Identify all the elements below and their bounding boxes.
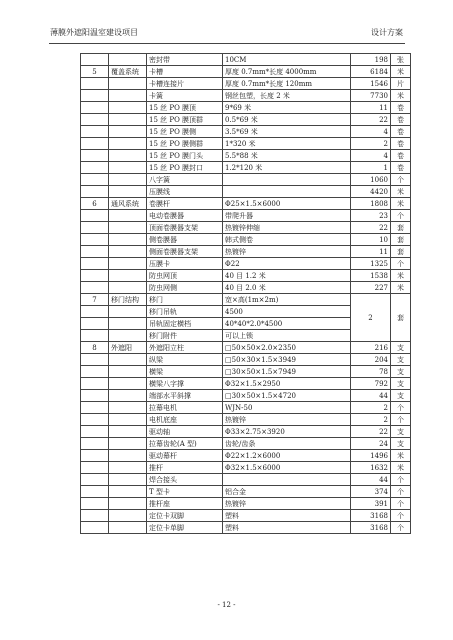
item-qty: 24 [351, 438, 391, 450]
item-qty: 23 [351, 210, 391, 222]
system-name [109, 174, 147, 186]
row-number [81, 366, 109, 378]
row-number [81, 102, 109, 114]
item-unit: 个 [391, 210, 411, 222]
item-qty: 1496 [351, 450, 391, 462]
item-spec: 40 目 2.0 米 [223, 282, 351, 294]
item-qty: 2 [351, 294, 391, 342]
item-unit: 套 [391, 234, 411, 246]
system-name [109, 126, 147, 138]
item-spec: 3.5*69 米 [223, 126, 351, 138]
item-name: 移门附件 [147, 330, 223, 342]
table-row [81, 66, 411, 78]
item-unit: 支 [391, 366, 411, 378]
system-name [109, 438, 147, 450]
table-row [81, 354, 411, 366]
system-name [109, 318, 147, 330]
row-number [81, 78, 109, 90]
table-row [81, 498, 411, 510]
item-spec: 铝合金 [223, 486, 351, 498]
system-name [109, 222, 147, 234]
item-qty: 3168 [351, 510, 391, 522]
row-number [81, 438, 109, 450]
system-name [109, 54, 147, 66]
item-name: 防虫网侧 [147, 282, 223, 294]
table-row [81, 102, 411, 114]
item-spec: 厚度 0.7mm*长度 4000mm [223, 66, 351, 78]
item-spec: 5.5*88 米 [223, 150, 351, 162]
item-spec: Φ33×2.75×3920 [223, 426, 351, 438]
item-qty: 22 [351, 426, 391, 438]
item-qty: 11 [351, 246, 391, 258]
table-row [81, 258, 411, 270]
item-qty: 1808 [351, 198, 391, 210]
item-name: 八字簧 [147, 174, 223, 186]
item-name: 拉幕齿轮(A 型) [147, 438, 223, 450]
item-unit: 支 [391, 390, 411, 402]
item-unit: 个 [391, 486, 411, 498]
item-name: 卷膜杆 [147, 198, 223, 210]
item-spec: □50×50×2.0×2350 [223, 342, 351, 354]
item-name: 外遮阳立柱 [147, 342, 223, 354]
table-row [81, 378, 411, 390]
item-spec: 塑料 [223, 510, 351, 522]
table-row [81, 486, 411, 498]
item-spec: 厚度 0.7mm*长度 120mm [223, 78, 351, 90]
item-name: 顶面卷膜器支架 [147, 222, 223, 234]
table-row [81, 426, 411, 438]
item-unit: 个 [391, 258, 411, 270]
table-row [81, 282, 411, 294]
item-unit: 米 [391, 462, 411, 474]
item-unit: 个 [391, 414, 411, 426]
item-qty: 227 [351, 282, 391, 294]
item-qty: 10 [351, 234, 391, 246]
item-spec: 10CM [223, 54, 351, 66]
system-name [109, 450, 147, 462]
item-name: 焊合接头 [147, 474, 223, 486]
table-row [81, 162, 411, 174]
item-spec: 齿轮/齿条 [223, 438, 351, 450]
row-number: 5 [81, 66, 109, 78]
table-row [81, 462, 411, 474]
item-name: 电机底座 [147, 414, 223, 426]
item-qty: 22 [351, 114, 391, 126]
table-row [81, 114, 411, 126]
item-name: 横梁 [147, 366, 223, 378]
row-number [81, 510, 109, 522]
item-qty: 1325 [351, 258, 391, 270]
table-row [81, 138, 411, 150]
item-unit: 卷 [391, 150, 411, 162]
item-name: T 型卡 [147, 486, 223, 498]
system-name [109, 402, 147, 414]
system-name [109, 78, 147, 90]
item-name: 驱动轴 [147, 426, 223, 438]
item-unit: 套 [391, 222, 411, 234]
row-number [81, 462, 109, 474]
system-name [109, 282, 147, 294]
item-name: 密封带 [147, 54, 223, 66]
table-row [81, 402, 411, 414]
item-spec: 40 目 1.2 米 [223, 270, 351, 282]
item-qty: 4 [351, 126, 391, 138]
item-spec: 热镀锌 [223, 498, 351, 510]
page-number: - 12 - [217, 601, 236, 609]
item-unit: 卷 [391, 138, 411, 150]
item-spec: Φ32×1.5×6000 [223, 462, 351, 474]
table-row [81, 246, 411, 258]
item-name: 侧卷膜器 [147, 234, 223, 246]
row-number [81, 498, 109, 510]
row-number: 8 [81, 342, 109, 354]
item-unit: 卷 [391, 102, 411, 114]
item-spec: 塑料 [223, 522, 351, 534]
item-qty: 7730 [351, 90, 391, 102]
row-number [81, 138, 109, 150]
item-name: 定位卡单脚 [147, 522, 223, 534]
item-unit: 米 [391, 90, 411, 102]
item-qty: 22 [351, 222, 391, 234]
system-name [109, 354, 147, 366]
item-spec: 0.5*69 米 [223, 114, 351, 126]
row-number [81, 378, 109, 390]
row-number [81, 162, 109, 174]
system-name [109, 414, 147, 426]
system-name [109, 378, 147, 390]
item-spec: 40*40*2.0*4500 [223, 318, 351, 330]
item-qty: 216 [351, 342, 391, 354]
row-number [81, 54, 109, 66]
row-number: 7 [81, 294, 109, 306]
item-qty: 1538 [351, 270, 391, 282]
row-number [81, 390, 109, 402]
item-qty: 2 [351, 138, 391, 150]
item-unit: 支 [391, 378, 411, 390]
item-unit: 个 [391, 522, 411, 534]
item-unit: 米 [391, 198, 411, 210]
item-qty: 1060 [351, 174, 391, 186]
system-name [109, 366, 147, 378]
row-number [81, 354, 109, 366]
item-name: 15 丝 PO 膜封口 [147, 162, 223, 174]
item-qty: 374 [351, 486, 391, 498]
row-number [81, 150, 109, 162]
table-row [81, 174, 411, 186]
item-name: 移门 [147, 294, 223, 306]
table-row [81, 234, 411, 246]
item-qty: 6184 [351, 66, 391, 78]
table-row [81, 522, 411, 534]
table-row [81, 294, 411, 306]
item-qty: 204 [351, 354, 391, 366]
row-number [81, 450, 109, 462]
system-name: 外遮阳 [109, 342, 147, 354]
system-name [109, 90, 147, 102]
system-name [109, 270, 147, 282]
row-number [81, 258, 109, 270]
row-number [81, 282, 109, 294]
system-name [109, 162, 147, 174]
table-row [81, 510, 411, 522]
system-name [109, 150, 147, 162]
item-name: 防虫网顶 [147, 270, 223, 282]
item-spec: 1.2*120 米 [223, 162, 351, 174]
system-name [109, 210, 147, 222]
item-unit: 米 [391, 186, 411, 198]
item-unit: 米 [391, 66, 411, 78]
table-row [81, 198, 411, 210]
item-unit: 个 [391, 474, 411, 486]
row-number [81, 306, 109, 318]
item-spec: 热镀锌伸缩 [223, 222, 351, 234]
item-name: 15 丝 PO 膜顶 [147, 102, 223, 114]
table-row [81, 54, 411, 66]
item-unit: 支 [391, 354, 411, 366]
system-name [109, 462, 147, 474]
item-qty: 78 [351, 366, 391, 378]
item-spec: Φ32×1.5×2950 [223, 378, 351, 390]
item-spec: 带爬升器 [223, 210, 351, 222]
item-unit: 米 [391, 450, 411, 462]
item-name: 15 丝 PO 膜侧 [147, 126, 223, 138]
row-number [81, 222, 109, 234]
row-number [81, 330, 109, 342]
row-number [81, 246, 109, 258]
system-name [109, 234, 147, 246]
item-spec: □30×50×1.5×7949 [223, 366, 351, 378]
item-name: 推杆 [147, 462, 223, 474]
system-name [109, 138, 147, 150]
item-spec [223, 186, 351, 198]
system-name: 覆盖系统 [109, 66, 147, 78]
system-name [109, 114, 147, 126]
row-number [81, 186, 109, 198]
table-row [81, 222, 411, 234]
header-divider [49, 43, 405, 44]
item-qty: 198 [351, 54, 391, 66]
system-name [109, 510, 147, 522]
item-name: 纵梁 [147, 354, 223, 366]
table-row [81, 342, 411, 354]
table-row [81, 270, 411, 282]
table-row [81, 126, 411, 138]
item-qty: 1 [351, 162, 391, 174]
item-name: 吊轨固定横档 [147, 318, 223, 330]
document-title: 薄膜外遮阳温室建设项目 [50, 28, 138, 37]
system-name [109, 498, 147, 510]
row-number [81, 486, 109, 498]
system-name: 移门结构 [109, 294, 147, 306]
item-qty: 11 [351, 102, 391, 114]
item-unit: 卷 [391, 114, 411, 126]
item-unit: 个 [391, 402, 411, 414]
item-unit: 米 [391, 270, 411, 282]
item-spec: Φ25×1.5×6000 [223, 198, 351, 210]
item-unit: 套 [391, 246, 411, 258]
table-row [81, 450, 411, 462]
system-name [109, 186, 147, 198]
item-unit: 个 [391, 498, 411, 510]
table-row [81, 438, 411, 450]
item-unit: 张 [391, 54, 411, 66]
item-spec: Φ22 [223, 258, 351, 270]
document-type: 设计方案 [371, 28, 403, 37]
item-spec [223, 174, 351, 186]
item-spec: □30×50×1.5×4720 [223, 390, 351, 402]
table-row [81, 78, 411, 90]
item-unit: 支 [391, 438, 411, 450]
row-number [81, 426, 109, 438]
item-spec: 9*69 米 [223, 102, 351, 114]
table-row [81, 474, 411, 486]
system-name [109, 102, 147, 114]
item-spec: WJN-50 [223, 402, 351, 414]
item-qty: 3168 [351, 522, 391, 534]
table-row [81, 150, 411, 162]
item-qty: 44 [351, 474, 391, 486]
item-spec: 韩式侧卷 [223, 234, 351, 246]
item-qty: 1632 [351, 462, 391, 474]
row-number [81, 522, 109, 534]
item-name: 电动卷膜器 [147, 210, 223, 222]
item-spec: 可以上锁 [223, 330, 351, 342]
item-unit: 片 [391, 78, 411, 90]
table-row [81, 210, 411, 222]
item-spec: 1*320 米 [223, 138, 351, 150]
table-row [81, 414, 411, 426]
item-spec: 钢丝包塑，长度 2 米 [223, 90, 351, 102]
item-spec: □50×30×1.5×3949 [223, 354, 351, 366]
item-spec [223, 474, 351, 486]
table-row [81, 90, 411, 102]
row-number [81, 114, 109, 126]
item-spec: 热镀锌 [223, 414, 351, 426]
system-name [109, 522, 147, 534]
system-name [109, 486, 147, 498]
item-name: 拉幕电机 [147, 402, 223, 414]
system-name [109, 474, 147, 486]
table-row [81, 366, 411, 378]
item-name: 端部水平斜撑 [147, 390, 223, 402]
item-name: 移门吊轨 [147, 306, 223, 318]
row-number [81, 474, 109, 486]
row-number [81, 414, 109, 426]
item-spec: 4500 [223, 306, 351, 318]
table-row [81, 390, 411, 402]
item-spec: 热镀锌 [223, 246, 351, 258]
item-name: 定位卡双脚 [147, 510, 223, 522]
item-unit: 卷 [391, 126, 411, 138]
item-unit: 支 [391, 342, 411, 354]
row-number [81, 210, 109, 222]
item-name: 压膜卡 [147, 258, 223, 270]
system-name [109, 426, 147, 438]
item-unit: 个 [391, 510, 411, 522]
item-unit: 套 [391, 294, 411, 342]
item-qty: 44 [351, 390, 391, 402]
system-name [109, 306, 147, 318]
item-spec: Φ22×1.2×6000 [223, 450, 351, 462]
item-spec: 宽×高(1m×2m) [223, 294, 351, 306]
materials-table [80, 53, 411, 534]
row-number [81, 90, 109, 102]
row-number: 6 [81, 198, 109, 210]
row-number [81, 402, 109, 414]
system-name [109, 258, 147, 270]
item-qty: 792 [351, 378, 391, 390]
item-unit: 支 [391, 426, 411, 438]
item-name: 推杆座 [147, 498, 223, 510]
item-name: 侧面卷膜器支架 [147, 246, 223, 258]
row-number [81, 318, 109, 330]
item-name: 15 丝 PO 膜侧群 [147, 138, 223, 150]
item-unit: 米 [391, 282, 411, 294]
item-name: 15 丝 PO 膜顶群 [147, 114, 223, 126]
row-number [81, 174, 109, 186]
item-name: 横梁八字撑 [147, 378, 223, 390]
row-number [81, 126, 109, 138]
item-name: 卡槽连接片 [147, 78, 223, 90]
item-qty: 391 [351, 498, 391, 510]
row-number [81, 234, 109, 246]
item-qty: 1546 [351, 78, 391, 90]
system-name [109, 246, 147, 258]
item-unit: 卷 [391, 162, 411, 174]
item-qty: 2 [351, 402, 391, 414]
item-name: 卡槽 [147, 66, 223, 78]
table-row [81, 186, 411, 198]
item-name: 压膜线 [147, 186, 223, 198]
item-name: 卡簧 [147, 90, 223, 102]
item-qty: 2 [351, 414, 391, 426]
system-name: 通风系统 [109, 198, 147, 210]
system-name [109, 330, 147, 342]
item-qty: 4 [351, 150, 391, 162]
item-qty: 4420 [351, 186, 391, 198]
item-unit: 个 [391, 174, 411, 186]
item-name: 驱动幕杆 [147, 450, 223, 462]
row-number [81, 270, 109, 282]
system-name [109, 390, 147, 402]
item-name: 15 丝 PO 膜门头 [147, 150, 223, 162]
